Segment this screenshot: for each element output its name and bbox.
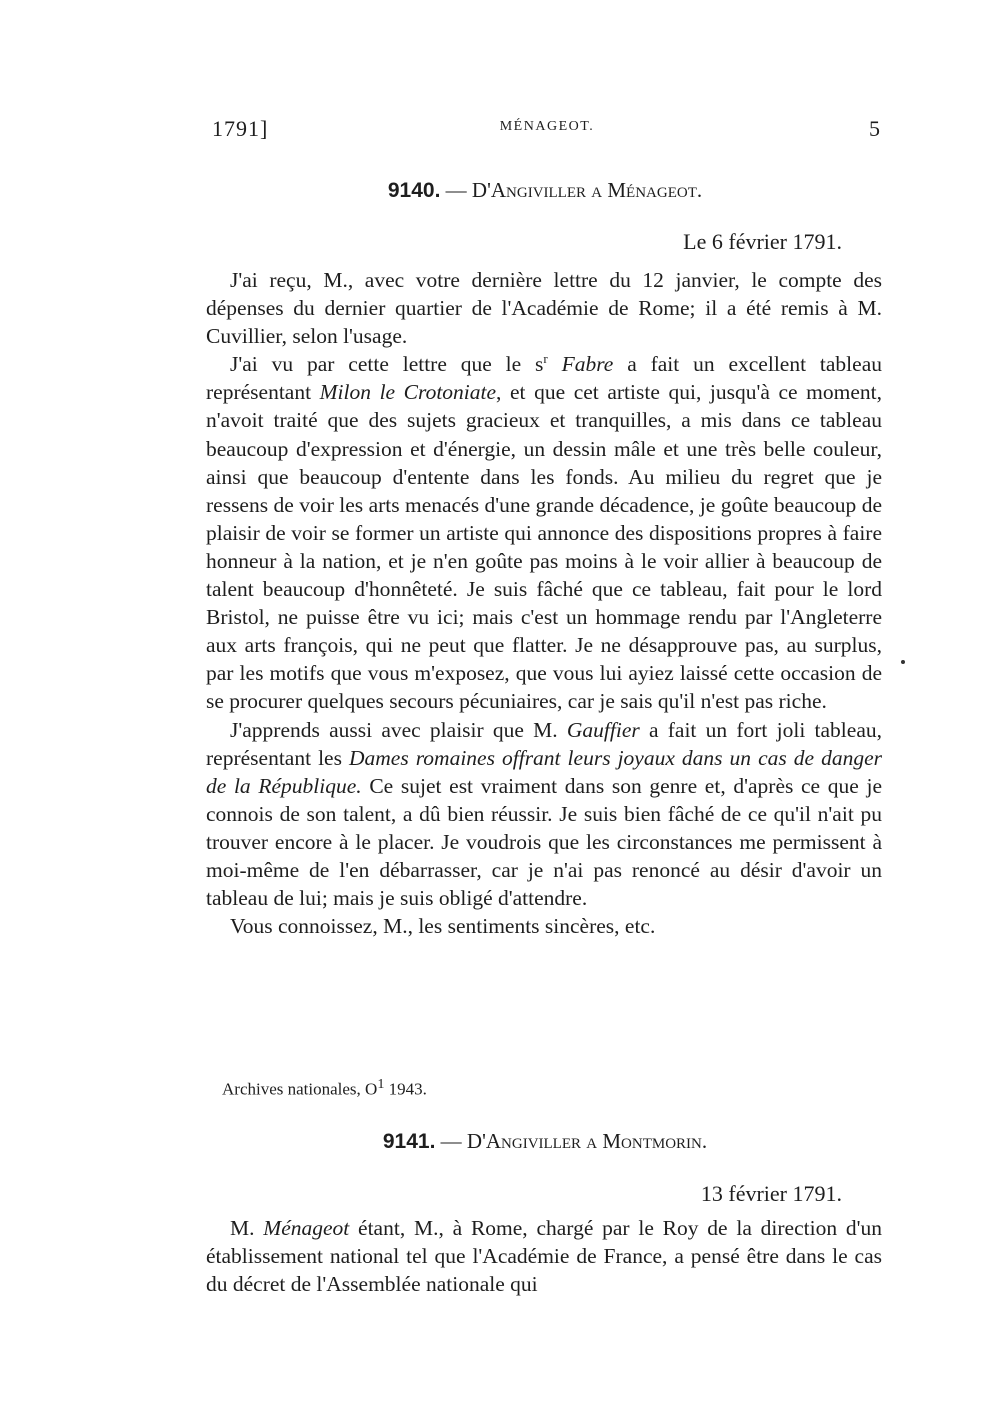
text-run (548, 352, 562, 376)
italic-text: Fabre (561, 352, 614, 377)
entry-9140-dash: — (440, 178, 472, 202)
entry-9141-number: 9141. (382, 1130, 436, 1153)
entry-9140-letter-body (206, 266, 882, 940)
text-run: M. (230, 1216, 264, 1240)
paragraph (206, 350, 882, 715)
text-run: J'ai vu par cette lettre que le s (230, 352, 544, 377)
entry-9141-date: 13 février 1791. (700, 1181, 842, 1206)
entry-9140-source (222, 1076, 427, 1100)
italic-text: Milon le Crotoniate (319, 380, 497, 405)
paragraph (206, 912, 882, 940)
entry-9140-recipient: Ménageot. (607, 178, 703, 202)
italic-text: Gauffier (566, 717, 640, 742)
paragraph (206, 1214, 882, 1298)
entry-9141-recipient: Montmorin. (602, 1129, 708, 1153)
text-run: J'apprends aussi avec plaisir que M. (230, 717, 567, 742)
text-run: étant, M., à Rome, chargé par le Roy de la direction d'un établissement national tel que l'Académie de France, a pensé être dans le cas du décret de l'Assemblée nationale qui (206, 1216, 882, 1297)
italic-text: Dames romaines offrant leurs joyaux dans un cas de danger de la République. (206, 745, 882, 798)
text-run: , et que cet artiste qui, jusqu'à ce moment, n'avoit traité que des sujets gracieux et tranquilles, a mis dans ce tableau beaucoup d'expression et d'énergie, un dessin mâle et une très belle couleur, ainsi que beaucoup d'entente dans les fonds. Au milieu du regret que je ressens de voir les arts menacés d'une grande décadence, je goûte beaucoup de plaisir de voir se former un artiste qui annonce des dispositions propres à faire honneur à la nation, et je n'en goûte pas moins à le voir allier à beaucoup de talent beaucoup d'honnêteté. Je suis fâché que ce tableau, fait pour le lord Bristol, ne puisse être vu ici; mais c'est un hommage rendu par l'Angleterre aux arts françois, qui ne peut que flatter. Je ne désapprouve pas, au surplus, par les motifs que vous m'exposez, que vous lui ayiez laissé cette occasion de se procurer quelques secours pécuniaires, car je sais qu'il n'est pas riche. (206, 380, 882, 714)
source-suffix: 1943. (384, 1079, 427, 1099)
page-number: 5 (869, 116, 880, 141)
entry-9140-connector: a (586, 178, 608, 202)
entry-9140-date: Le 6 février 1791. (683, 229, 842, 254)
paragraph (206, 716, 882, 913)
text-run: J'ai reçu, M., avec votre dernière lettre du 12 janvier, le compte des dépenses du dernier quartier de l'Académie de Rome; il a été remis à M. Cuvillier, selon l'usage. (206, 268, 882, 349)
text-run: Vous connoissez, M., les sentiments sincères, etc. (230, 914, 656, 939)
entry-9140-number: 9140. (387, 179, 441, 202)
print-speck (901, 660, 905, 664)
entry-9140-sender: D'Angiviller (471, 178, 587, 202)
entry-9141-connector: a (581, 1129, 603, 1153)
entry-9141-sender: D'Angiviller (466, 1129, 582, 1153)
running-head-title: MÉNAGEOT. (499, 119, 595, 134)
source-prefix: Archives nationales, O (222, 1079, 378, 1099)
entry-9141-heading (205, 1129, 885, 1154)
entry-9141-letter-body (206, 1214, 882, 1298)
running-head (212, 116, 882, 146)
text-run: a fait un fort joli tableau, représentant les (206, 717, 882, 770)
paragraph (206, 266, 882, 350)
entry-9141-dash: — (435, 1129, 467, 1153)
superscript-text: r (543, 351, 548, 367)
entry-9140-heading (205, 178, 885, 203)
text-run: Ce sujet est vraiment dans son genre et, d'après ce que je connois de son talent, a dû bien réussir. Je suis bien fâché de ce qu'il n'ait pu trouver encore à le placer. Je voudrois que les circonstances me permissent à moi-même de l'en débarrasser, car je n'ai pas renoncé au désir d'avoir un tableau de lui; mais je suis obligé d'attendre. (206, 773, 882, 911)
text-run: a fait un excellent tableau représentant (206, 352, 882, 405)
italic-text: Ménageot (263, 1216, 350, 1240)
source-superscript: 1 (377, 1076, 385, 1092)
running-head-year: 1791] (212, 116, 269, 141)
